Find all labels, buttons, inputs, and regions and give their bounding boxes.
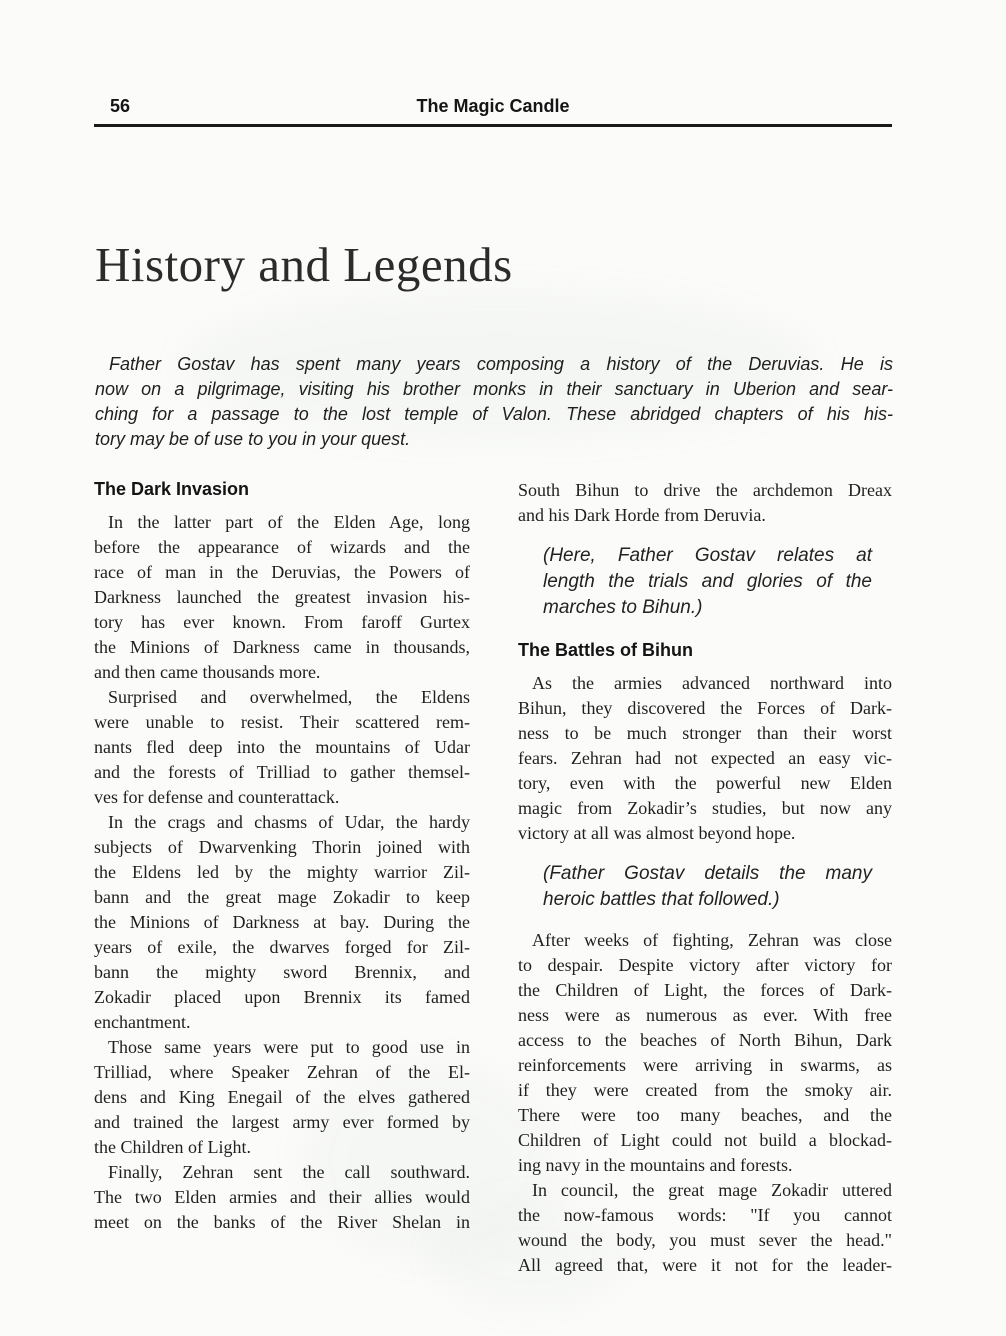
body-paragraph <box>94 685 470 810</box>
text-line: Zokadir placed upon Brennix its famed <box>94 987 470 1007</box>
text-line: if they were created from the smoky air. <box>518 1080 892 1100</box>
text-line: As the armies advanced northward into <box>532 673 892 693</box>
text-line: the Minions of Darkness at bay. During the <box>94 912 470 932</box>
text-line: victory at all was almost beyond hope. <box>518 823 796 843</box>
text-line: (Here, Father Gostav relates at <box>543 545 872 566</box>
text-line: Finally, Zehran sent the call southward. <box>108 1162 470 1182</box>
text-line: and his Dark Horde from Deruvia. <box>518 505 766 525</box>
text-line: ing navy in the mountains and forests. <box>518 1155 793 1175</box>
text-line: the Children of Light, the forces of Dark- <box>518 980 892 1000</box>
text-line: tory, even with the powerful new Elden <box>518 773 892 793</box>
text-line: heroic battles that followed.) <box>543 889 780 910</box>
column-right <box>518 478 892 1278</box>
text-line: dens and King Enegail of the elves gathered <box>94 1087 470 1107</box>
page-title: History and Legends <box>95 237 513 292</box>
text-line: to despair. Despite victory after victory for <box>518 955 892 975</box>
text-line: After weeks of fighting, Zehran was close <box>532 930 892 950</box>
text-line: Those same years were put to good use in <box>108 1037 470 1057</box>
running-header <box>94 96 892 118</box>
text-line: Father Gostav has spent many years composing a history of the Deruvias. He is <box>109 354 893 374</box>
text-line: marches to Bihun.) <box>543 597 703 618</box>
text-line: ching for a passage to the lost temple of Valon. These abridged chapters of his his- <box>95 404 893 424</box>
text-line: enchantment. <box>94 1012 191 1032</box>
text-line: Bihun, they discovered the Forces of Dark- <box>518 698 892 718</box>
text-line: Surprised and overwhelmed, the Eldens <box>108 687 470 707</box>
text-line: reinforcements were arriving in swarms, as <box>518 1055 892 1075</box>
text-line: now on a pilgrimage, visiting his brother monks in their sanctuary in Uberion and sear- <box>95 379 893 399</box>
text-line: meet on the banks of the River Shelan in <box>94 1212 470 1232</box>
intro-paragraph <box>95 352 893 452</box>
author-note <box>518 861 892 913</box>
text-line: length the trials and glories of the <box>543 571 872 592</box>
book-title: The Magic Candle <box>416 96 570 116</box>
text-line: years of exile, the dwarves forged for Zil- <box>94 937 470 957</box>
text-line: nants fled deep into the mountains of Udar <box>94 737 470 757</box>
body-paragraph <box>95 352 893 452</box>
text-line: There were too many beaches, and the <box>518 1105 892 1125</box>
text-line: the now-famous words: "If you cannot <box>518 1205 892 1225</box>
body-paragraph <box>518 928 892 1178</box>
text-line: were unable to resist. Their scattered rem- <box>94 712 470 732</box>
page-number: 56 <box>110 96 131 116</box>
body-paragraph <box>518 671 892 846</box>
text-line: fears. Zehran had not expected an easy vic- <box>518 748 892 768</box>
text-line: tory may be of use to you in your quest. <box>95 429 411 449</box>
body-paragraph <box>518 478 892 528</box>
text-line: South Bihun to drive the archdemon Dreax <box>518 480 892 500</box>
text-line: wound the body, you must sever the head." <box>518 1230 892 1250</box>
text-line: the Eldens led by the mighty warrior Zil- <box>94 862 470 882</box>
text-line: ness were as numerous as ever. With free <box>518 1005 892 1025</box>
body-paragraph <box>94 1160 470 1235</box>
text-line: Children of Light could not build a blockad- <box>518 1130 892 1150</box>
text-line: the Minions of Darkness came in thousands, <box>94 637 470 657</box>
body-columns <box>94 478 892 1278</box>
text-line: In the latter part of the Elden Age, long <box>108 512 470 532</box>
text-line: ves for defense and counterattack. <box>94 787 340 807</box>
body-paragraph <box>94 510 470 685</box>
text-line: All agreed that, were it not for the leader- <box>518 1255 892 1275</box>
text-line: and the forests of Trilliad to gather themsel- <box>94 762 470 782</box>
text-line: Darkness launched the greatest invasion his- <box>94 587 470 607</box>
text-line: The two Elden armies and their allies would <box>94 1187 470 1207</box>
body-paragraph <box>94 810 470 1035</box>
text-line: and then came thousands more. <box>94 662 321 682</box>
text-line: before the appearance of wizards and the <box>94 537 470 557</box>
text-line: bann the mighty sword Brennix, and <box>94 962 470 982</box>
author-note <box>518 543 892 621</box>
body-paragraph <box>518 1178 892 1278</box>
text-line: bann and the great mage Zokadir to keep <box>94 887 470 907</box>
section-heading: The Dark Invasion <box>94 479 250 499</box>
text-line: and trained the largest army ever formed by <box>94 1112 470 1132</box>
body-paragraph <box>94 1035 470 1160</box>
column-left <box>94 478 470 1278</box>
text-line: tory has ever known. From faroff Gurtex <box>94 612 470 632</box>
text-line: In council, the great mage Zokadir uttered <box>532 1180 892 1200</box>
text-line: In the crags and chasms of Udar, the hardy <box>108 812 470 832</box>
text-line: Trilliad, where Speaker Zehran of the El- <box>94 1062 470 1082</box>
text-line: (Father Gostav details the many <box>543 863 872 884</box>
text-line: access to the beaches of North Bihun, Dark <box>518 1030 892 1050</box>
text-line: subjects of Dwarvenking Thorin joined with <box>94 837 470 857</box>
text-line: magic from Zokadir’s studies, but now any <box>518 798 892 818</box>
section-heading: The Battles of Bihun <box>518 640 693 660</box>
text-line: ness to be much stronger than their worst <box>518 723 892 743</box>
text-line: the Children of Light. <box>94 1137 251 1157</box>
header-rule <box>94 124 892 127</box>
text-line: race of man in the Deruvias, the Powers of <box>94 562 470 582</box>
